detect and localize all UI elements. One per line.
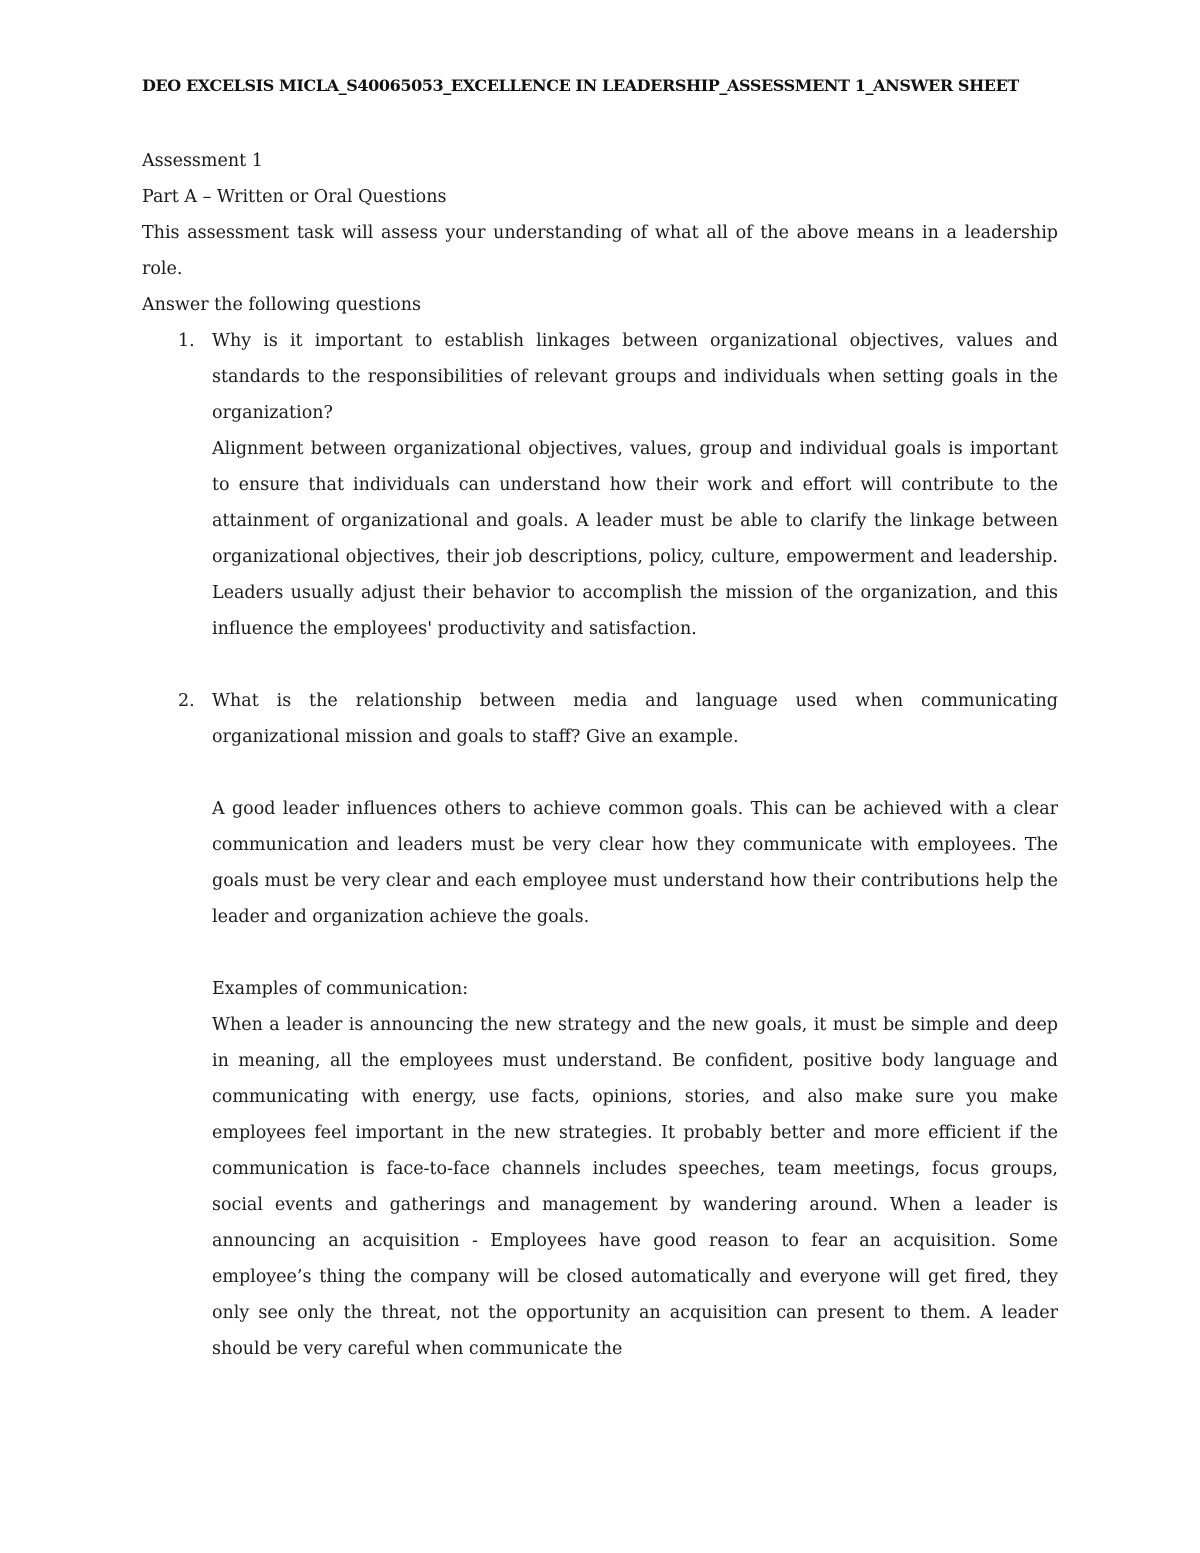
part-label: Part A – Written or Oral Questions (142, 187, 447, 207)
task-description: This assessment task will assess your understanding of what all of the above means in a leadership role. (142, 223, 1058, 279)
question-item (142, 683, 1058, 1367)
assessment-label: Assessment 1 (142, 151, 263, 171)
examples-heading: Examples of communication: (212, 979, 469, 999)
intro-section (142, 143, 1058, 323)
document-title: DEO EXCELSIS MICLA_S40065053_EXCELLENCE IN LEADERSHIP_ASSESSMENT 1_ANSWER SHEET (142, 76, 1019, 95)
spacer (212, 755, 1058, 791)
question-text: What is the relationship between media and language used when communicating organizational mission and goals to staff? Give an example. (212, 691, 1058, 747)
answer-text: Alignment between organizational objectives, values, group and individual goals is important to ensure that individuals can understand how their work and effort will contribute to the attainment of organizational and goals. A leader must be able to clarify the linkage between organizational objectives, their job descriptions, policy, culture, empowerment and leadership. Leaders usually adjust their behavior to accomplish the mission of the organization, and this influence the employees' productivity and satisfaction. (212, 439, 1058, 639)
instruction-text: Answer the following questions (142, 295, 421, 315)
question-item (142, 323, 1058, 647)
spacer (142, 647, 1058, 683)
question-number: 2. (178, 691, 195, 711)
question-text: Why is it important to establish linkages between organizational objectives, values and standards to the responsibilities of relevant groups and individuals when setting goals in the organization? (212, 331, 1058, 423)
question-number: 1. (178, 331, 195, 351)
question-list (142, 323, 1058, 1367)
spacer (212, 935, 1058, 971)
examples-text: When a leader is announcing the new strategy and the new goals, it must be simple and deep in meaning, all the employees must understand. Be confident, positive body language and communicating with energy, use facts, opinions, stories, and also make sure you make employees feel important in the new strategies. It probably better and more efficient if the communication is face-to-face channels includes speeches, team meetings, focus groups, social events and gatherings and management by wandering around. When a leader is announcing an acquisition - Employees have good reason to fear an acquisition. Some employee’s thing the company will be closed automatically and everyone will get fired, they only see only the threat, not the opportunity an acquisition can present to them. A leader should be very careful when communicate the (212, 1015, 1058, 1359)
answer-text: A good leader influences others to achieve common goals. This can be achieved with a clear communication and leaders must be very clear how they communicate with employees. The goals must be very clear and each employee must understand how their contributions help the leader and organization achieve the goals. (212, 799, 1058, 927)
